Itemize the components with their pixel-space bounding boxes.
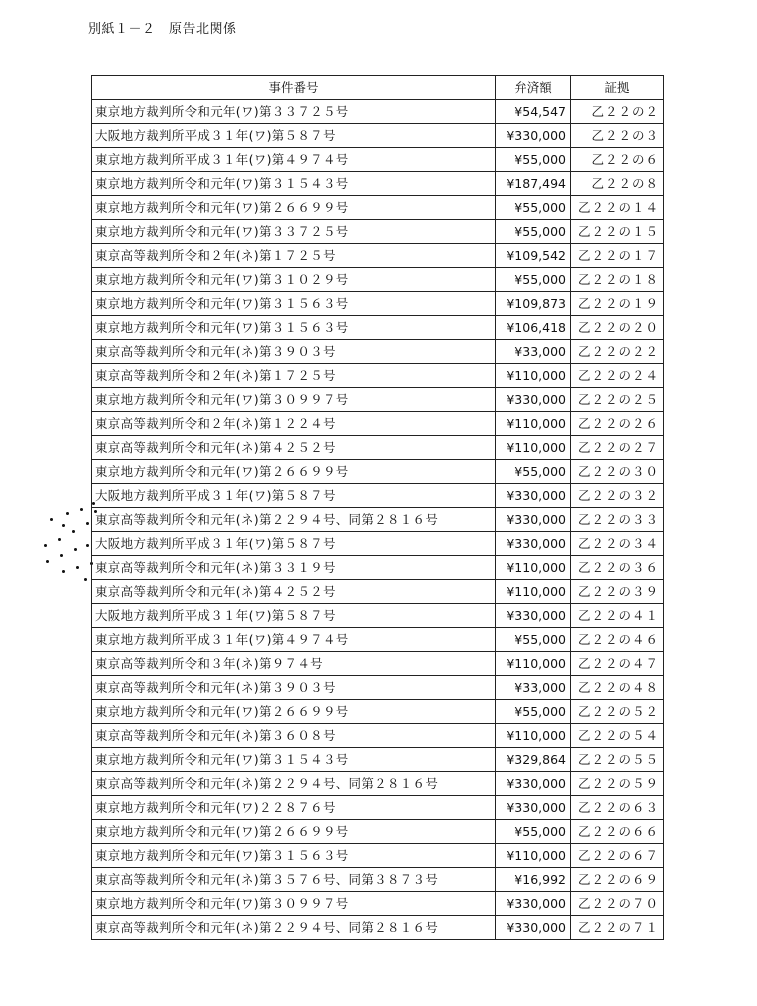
case-number-cell: 東京地方裁判所令和元年(ワ)第３１５４３号 [92, 172, 496, 196]
case-number-cell: 東京地方裁判所令和元年(ワ)第３１５４３号 [92, 748, 496, 772]
table-row [92, 676, 664, 700]
evidence-cell: 乙２２の６３ [571, 796, 664, 820]
table-row [92, 364, 664, 388]
table-row [92, 892, 664, 916]
table-row [92, 628, 664, 652]
evidence-cell: 乙２２の４１ [571, 604, 664, 628]
case-number-cell: 東京高等裁判所令和元年(ネ)第３３１９号 [92, 556, 496, 580]
amount-cell: ¥330,000 [496, 508, 571, 532]
amount-cell: ¥54,547 [496, 100, 571, 124]
table-row [92, 604, 664, 628]
table-row [92, 220, 664, 244]
table-row [92, 412, 664, 436]
amount-cell: ¥55,000 [496, 460, 571, 484]
case-number-cell: 東京地方裁判所令和元年(ワ)第３１５６３号 [92, 316, 496, 340]
table-row [92, 820, 664, 844]
table-row [92, 772, 664, 796]
table-row [92, 196, 664, 220]
evidence-cell: 乙２２の５５ [571, 748, 664, 772]
case-number-cell: 東京地方裁判所令和元年(ワ)第３０９９７号 [92, 388, 496, 412]
case-number-cell: 東京高等裁判所令和２年(ネ)第１７２５号 [92, 244, 496, 268]
amount-cell: ¥110,000 [496, 436, 571, 460]
evidence-cell: 乙２２の３ [571, 124, 664, 148]
case-number-cell: 東京高等裁判所令和元年(ネ)第３６０８号 [92, 724, 496, 748]
case-number-cell: 大阪地方裁判所平成３１年(ワ)第５８７号 [92, 604, 496, 628]
amount-cell: ¥329,864 [496, 748, 571, 772]
evidence-cell: 乙２２の６６ [571, 820, 664, 844]
table-row [92, 484, 664, 508]
evidence-cell: 乙２２の１９ [571, 292, 664, 316]
case-number-cell: 東京地方裁判所令和元年(ワ)第３０９９７号 [92, 892, 496, 916]
evidence-cell: 乙２２の１８ [571, 268, 664, 292]
table-row [92, 868, 664, 892]
table-row [92, 388, 664, 412]
amount-cell: ¥110,000 [496, 412, 571, 436]
case-number-cell: 東京地方裁判所令和元年(ワ)第３３７２５号 [92, 220, 496, 244]
evidence-cell: 乙２２の２ [571, 100, 664, 124]
case-number-cell: 大阪地方裁判所平成３１年(ワ)第５８７号 [92, 484, 496, 508]
amount-cell: ¥330,000 [496, 772, 571, 796]
table-row [92, 100, 664, 124]
case-number-cell: 東京地方裁判所令和元年(ワ)第２６６９９号 [92, 820, 496, 844]
evidence-cell: 乙２２の８ [571, 172, 664, 196]
table-row [92, 436, 664, 460]
case-number-cell: 東京高等裁判所令和元年(ネ)第３５７６号、同第３８７３号 [92, 868, 496, 892]
evidence-cell: 乙２２の２７ [571, 436, 664, 460]
table-row [92, 844, 664, 868]
evidence-cell: 乙２２の５４ [571, 724, 664, 748]
amount-cell: ¥109,542 [496, 244, 571, 268]
table-row [92, 460, 664, 484]
case-number-cell: 東京高等裁判所令和元年(ネ)第４２５２号 [92, 436, 496, 460]
table-row [92, 580, 664, 604]
amount-cell: ¥110,000 [496, 844, 571, 868]
table-row [92, 532, 664, 556]
table-row [92, 148, 664, 172]
evidence-cell: 乙２２の１７ [571, 244, 664, 268]
amount-cell: ¥330,000 [496, 484, 571, 508]
page-title: 別紙１－２ 原告北関係 [88, 22, 237, 37]
table-row [92, 124, 664, 148]
case-number-cell: 東京地方裁判所令和元年(ワ)第２６６９９号 [92, 460, 496, 484]
amount-cell: ¥330,000 [496, 892, 571, 916]
table-row [92, 316, 664, 340]
amount-cell: ¥110,000 [496, 724, 571, 748]
case-number-cell: 東京高等裁判所令和２年(ネ)第１７２５号 [92, 364, 496, 388]
table-row [92, 556, 664, 580]
case-number-cell: 東京高等裁判所令和３年(ネ)第９７４号 [92, 652, 496, 676]
amount-cell: ¥330,000 [496, 916, 571, 940]
punch-hole-dots [36, 500, 96, 590]
case-number-cell: 東京地方裁判所令和元年(ワ)第３３７２５号 [92, 100, 496, 124]
evidence-cell: 乙２２の３９ [571, 580, 664, 604]
column-header-amount: 弁済額 [496, 76, 571, 100]
amount-cell: ¥55,000 [496, 196, 571, 220]
evidence-cell: 乙２２の３３ [571, 508, 664, 532]
amount-cell: ¥110,000 [496, 556, 571, 580]
case-number-cell: 東京地方裁判所令和元年(ワ)第２６６９９号 [92, 196, 496, 220]
case-number-cell: 東京地方裁判所令和元年(ワ)２２８７６号 [92, 796, 496, 820]
evidence-cell: 乙２２の４６ [571, 628, 664, 652]
case-number-cell: 東京地方裁判所平成３１年(ワ)第４９７４号 [92, 148, 496, 172]
case-number-cell: 東京地方裁判所令和元年(ワ)第３１５６３号 [92, 844, 496, 868]
amount-cell: ¥33,000 [496, 340, 571, 364]
amount-cell: ¥110,000 [496, 364, 571, 388]
evidence-cell: 乙２２の３２ [571, 484, 664, 508]
evidence-cell: 乙２２の２２ [571, 340, 664, 364]
case-number-cell: 東京高等裁判所令和元年(ネ)第２２９４号、同第２８１６号 [92, 508, 496, 532]
table-row [92, 700, 664, 724]
evidence-cell: 乙２２の２４ [571, 364, 664, 388]
table-row [92, 916, 664, 940]
table-row [92, 340, 664, 364]
case-number-cell: 東京地方裁判所平成３１年(ワ)第４９７４号 [92, 628, 496, 652]
case-number-cell: 東京高等裁判所令和元年(ネ)第４２５２号 [92, 580, 496, 604]
amount-cell: ¥330,000 [496, 124, 571, 148]
evidence-cell: 乙２２の４７ [571, 652, 664, 676]
amount-cell: ¥106,418 [496, 316, 571, 340]
case-number-cell: 東京高等裁判所令和元年(ネ)第３９０３号 [92, 676, 496, 700]
evidence-cell: 乙２２の５２ [571, 700, 664, 724]
evidence-cell: 乙２２の２０ [571, 316, 664, 340]
evidence-cell: 乙２２の７０ [571, 892, 664, 916]
table-row [92, 652, 664, 676]
evidence-cell: 乙２２の１５ [571, 220, 664, 244]
amount-cell: ¥55,000 [496, 220, 571, 244]
case-number-cell: 大阪地方裁判所平成３１年(ワ)第５８７号 [92, 532, 496, 556]
evidence-cell: 乙２２の７１ [571, 916, 664, 940]
table-row [92, 292, 664, 316]
column-header-evidence: 証拠 [571, 76, 664, 100]
case-number-cell: 東京高等裁判所令和元年(ネ)第２２９４号、同第２８１６号 [92, 772, 496, 796]
case-number-cell: 東京地方裁判所令和元年(ワ)第３１５６３号 [92, 292, 496, 316]
evidence-cell: 乙２２の６９ [571, 868, 664, 892]
evidence-cell: 乙２２の６７ [571, 844, 664, 868]
amount-cell: ¥330,000 [496, 796, 571, 820]
amount-cell: ¥330,000 [496, 532, 571, 556]
evidence-cell: 乙２２の５９ [571, 772, 664, 796]
evidence-cell: 乙２２の３６ [571, 556, 664, 580]
evidence-cell: 乙２２の３０ [571, 460, 664, 484]
evidence-cell: 乙２２の３４ [571, 532, 664, 556]
table-header-row [92, 76, 664, 100]
amount-cell: ¥55,000 [496, 628, 571, 652]
table-row [92, 508, 664, 532]
case-number-cell: 東京高等裁判所令和元年(ネ)第２２９４号、同第２８１６号 [92, 916, 496, 940]
table-row [92, 244, 664, 268]
table-row [92, 748, 664, 772]
evidence-cell: 乙２２の１４ [571, 196, 664, 220]
amount-cell: ¥55,000 [496, 148, 571, 172]
evidence-cell: 乙２２の６ [571, 148, 664, 172]
amount-cell: ¥330,000 [496, 604, 571, 628]
amount-cell: ¥55,000 [496, 700, 571, 724]
case-number-cell: 東京地方裁判所令和元年(ワ)第２６６９９号 [92, 700, 496, 724]
case-number-cell: 大阪地方裁判所平成３１年(ワ)第５８７号 [92, 124, 496, 148]
table-row [92, 724, 664, 748]
amount-cell: ¥110,000 [496, 652, 571, 676]
amount-cell: ¥33,000 [496, 676, 571, 700]
table-row [92, 172, 664, 196]
case-number-cell: 東京地方裁判所令和元年(ワ)第３１０２９号 [92, 268, 496, 292]
column-header-case-number: 事件番号 [92, 76, 496, 100]
amount-cell: ¥330,000 [496, 388, 571, 412]
amount-cell: ¥16,992 [496, 868, 571, 892]
evidence-cell: 乙２２の４８ [571, 676, 664, 700]
amount-cell: ¥187,494 [496, 172, 571, 196]
amount-cell: ¥109,873 [496, 292, 571, 316]
case-number-cell: 東京高等裁判所令和２年(ネ)第１２２４号 [92, 412, 496, 436]
table-row [92, 268, 664, 292]
amount-cell: ¥55,000 [496, 268, 571, 292]
evidence-cell: 乙２２の２６ [571, 412, 664, 436]
table-row [92, 796, 664, 820]
case-number-cell: 東京高等裁判所令和元年(ネ)第３９０３号 [92, 340, 496, 364]
repayment-table [91, 75, 664, 940]
amount-cell: ¥55,000 [496, 820, 571, 844]
amount-cell: ¥110,000 [496, 580, 571, 604]
evidence-cell: 乙２２の２５ [571, 388, 664, 412]
